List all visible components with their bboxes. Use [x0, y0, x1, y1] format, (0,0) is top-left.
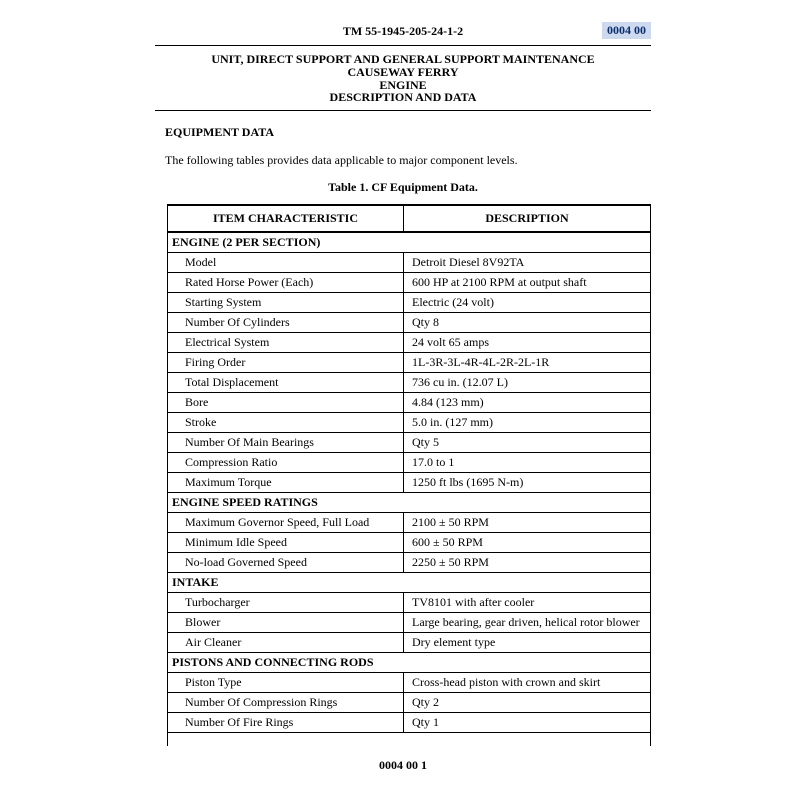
table-row	[168, 593, 651, 613]
description-cell: 1250 ft lbs (1695 N-m)	[404, 473, 651, 493]
item-characteristic-cell: Compression Ratio	[168, 453, 404, 473]
item-characteristic-cell: Maximum Torque	[168, 473, 404, 493]
description-cell: 600 ± 50 RPM	[404, 533, 651, 553]
table-caption: Table 1. CF Equipment Data.	[328, 180, 478, 195]
table-continuation-cell	[168, 733, 651, 747]
table-section-row	[168, 573, 651, 593]
table-row	[168, 613, 651, 633]
column-header-item-characteristic: ITEM CHARACTERISTIC	[168, 205, 404, 232]
item-characteristic-cell: Turbocharger	[168, 593, 404, 613]
table-row	[168, 633, 651, 653]
header-rule	[155, 45, 651, 46]
title-line-2: CAUSEWAY FERRY	[347, 64, 459, 79]
description-cell: TV8101 with after cooler	[404, 593, 651, 613]
table-row	[168, 453, 651, 473]
item-characteristic-cell: Piston Type	[168, 673, 404, 693]
description-cell: 2250 ± 50 RPM	[404, 553, 651, 573]
description-cell: 736 cu in. (12.07 L)	[404, 373, 651, 393]
description-cell: Electric (24 volt)	[404, 293, 651, 313]
table-section-row	[168, 232, 651, 253]
table-row	[168, 253, 651, 273]
description-cell: Dry element type	[404, 633, 651, 653]
description-cell: Qty 8	[404, 313, 651, 333]
page-header	[155, 24, 651, 40]
item-characteristic-cell: Air Cleaner	[168, 633, 404, 653]
description-cell: 1L-3R-3L-4R-4L-2R-2L-1R	[404, 353, 651, 373]
table-row	[168, 373, 651, 393]
item-characteristic-cell: Number Of Fire Rings	[168, 713, 404, 733]
title-line-4: DESCRIPTION AND DATA	[329, 90, 477, 105]
description-cell: 5.0 in. (127 mm)	[404, 413, 651, 433]
description-cell: Cross-head piston with crown and skirt	[404, 673, 651, 693]
title-line-3: ENGINE	[379, 77, 427, 92]
item-characteristic-cell: Minimum Idle Speed	[168, 533, 404, 553]
table-row	[168, 413, 651, 433]
table-row	[168, 433, 651, 453]
table-section-title: PISTONS AND CONNECTING RODS	[168, 653, 651, 673]
document-page	[155, 0, 651, 772]
item-characteristic-cell: Electrical System	[168, 333, 404, 353]
table-row	[168, 313, 651, 333]
description-cell: 17.0 to 1	[404, 453, 651, 473]
table-section-title: ENGINE SPEED RATINGS	[168, 493, 651, 513]
table-row	[168, 553, 651, 573]
equipment-data-table	[167, 204, 651, 746]
table-row	[168, 273, 651, 293]
tm-number: TM 55-1945-205-24-1-2	[342, 24, 464, 38]
column-header-description: DESCRIPTION	[404, 205, 651, 232]
table-row	[168, 673, 651, 693]
table-header-row	[168, 205, 651, 232]
table-row	[168, 713, 651, 733]
item-characteristic-cell: Starting System	[168, 293, 404, 313]
table-row	[168, 333, 651, 353]
description-cell: Large bearing, gear driven, helical rotor blower	[404, 613, 651, 633]
description-cell: Qty 2	[404, 693, 651, 713]
section-heading: EQUIPMENT DATA	[165, 125, 275, 140]
table-row	[168, 293, 651, 313]
equipment-table-body	[168, 232, 651, 746]
table-row	[168, 393, 651, 413]
item-characteristic-cell: Maximum Governor Speed, Full Load	[168, 513, 404, 533]
description-cell: 24 volt 65 amps	[404, 333, 651, 353]
item-characteristic-cell: Bore	[168, 393, 404, 413]
description-cell: Detroit Diesel 8V92TA	[404, 253, 651, 273]
description-cell: 2100 ± 50 RPM	[404, 513, 651, 533]
table-section-title: ENGINE (2 PER SECTION)	[168, 232, 651, 253]
item-characteristic-cell: Total Displacement	[168, 373, 404, 393]
title-rule	[155, 110, 651, 111]
item-characteristic-cell: Rated Horse Power (Each)	[168, 273, 404, 293]
table-row	[168, 513, 651, 533]
page-code-chip[interactable]: 0004 00	[602, 22, 651, 39]
item-characteristic-cell: Stroke	[168, 413, 404, 433]
description-cell: Qty 1	[404, 713, 651, 733]
item-characteristic-cell: Number Of Cylinders	[168, 313, 404, 333]
description-cell: Qty 5	[404, 433, 651, 453]
item-characteristic-cell: Firing Order	[168, 353, 404, 373]
table-row	[168, 353, 651, 373]
table-row	[168, 533, 651, 553]
description-cell: 600 HP at 2100 RPM at output shaft	[404, 273, 651, 293]
table-section-title: INTAKE	[168, 573, 651, 593]
item-characteristic-cell: Blower	[168, 613, 404, 633]
title-block	[155, 53, 651, 104]
table-section-row	[168, 493, 651, 513]
table-row	[168, 693, 651, 713]
item-characteristic-cell: Number Of Compression Rings	[168, 693, 404, 713]
item-characteristic-cell: Number Of Main Bearings	[168, 433, 404, 453]
intro-paragraph: The following tables provides data applicable to major component levels.	[165, 153, 518, 168]
page-footer: 0004 00 1	[379, 758, 427, 772]
table-row	[168, 473, 651, 493]
table-continuation-row	[168, 733, 651, 747]
table-section-row	[168, 653, 651, 673]
item-characteristic-cell: No-load Governed Speed	[168, 553, 404, 573]
title-line-1: UNIT, DIRECT SUPPORT AND GENERAL SUPPORT MAINTENANCE	[211, 52, 595, 66]
description-cell: 4.84 (123 mm)	[404, 393, 651, 413]
item-characteristic-cell: Model	[168, 253, 404, 273]
